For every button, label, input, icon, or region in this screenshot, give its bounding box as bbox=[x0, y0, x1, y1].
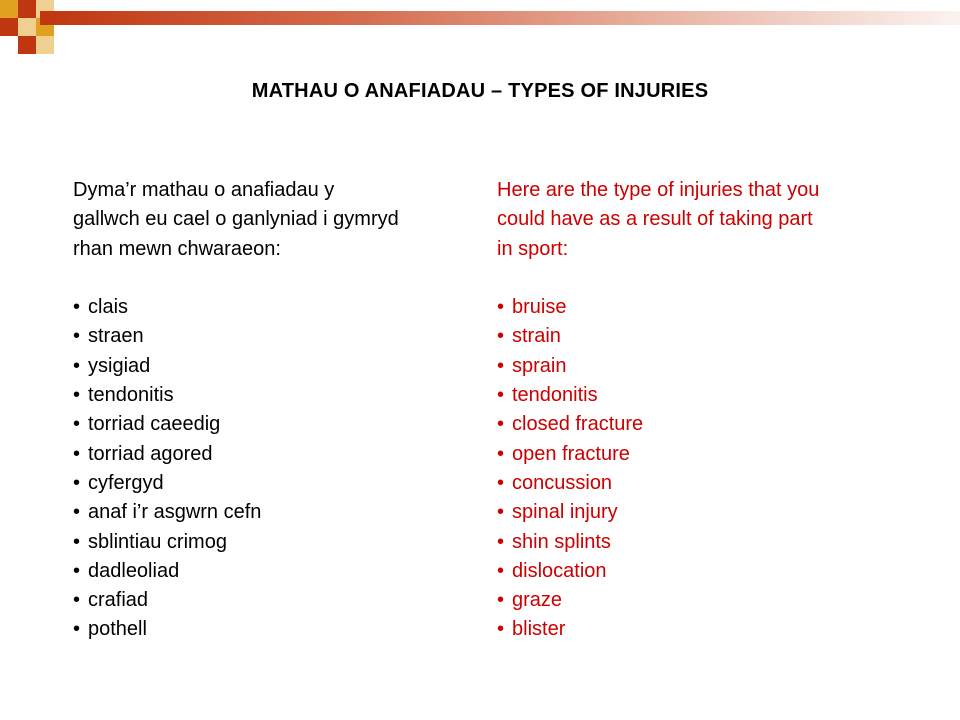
bullet-icon: • bbox=[497, 296, 505, 319]
bullet-icon: • bbox=[497, 442, 505, 465]
welsh-intro-line: rhan mewn chwaraeon: bbox=[73, 237, 281, 260]
list-item-label: strain bbox=[512, 325, 561, 348]
list-item-label: tendonitis bbox=[88, 384, 174, 407]
list-item bbox=[73, 586, 473, 615]
welsh-intro-line: gallwch eu cael o ganlyniad i gymryd bbox=[73, 208, 399, 231]
bullet-icon: • bbox=[497, 530, 505, 553]
decor-square bbox=[36, 36, 54, 54]
list-item bbox=[497, 469, 897, 498]
decor-square bbox=[18, 36, 36, 54]
list-item bbox=[73, 498, 473, 527]
list-item-label: straen bbox=[88, 325, 144, 348]
bullet-icon: • bbox=[497, 559, 505, 582]
list-item-label: shin splints bbox=[512, 530, 611, 553]
bullet-icon: • bbox=[497, 589, 505, 612]
list-item-label: bruise bbox=[512, 296, 567, 319]
english-intro bbox=[497, 176, 897, 264]
list-item bbox=[73, 615, 473, 644]
list-item-label: spinal injury bbox=[512, 501, 618, 524]
list-item bbox=[497, 498, 897, 527]
decor-square bbox=[0, 0, 18, 18]
list-item-label: torriad caeedig bbox=[88, 413, 221, 436]
welsh-intro-line: Dyma’r mathau o anafiadau y bbox=[73, 179, 335, 201]
list-item-label: cyfergyd bbox=[88, 471, 164, 494]
bullet-icon: • bbox=[497, 384, 505, 407]
bullet-icon: • bbox=[497, 618, 505, 641]
list-item-label: dadleoliad bbox=[88, 559, 180, 582]
bullet-icon: • bbox=[497, 471, 505, 494]
list-item-label: pothell bbox=[88, 618, 147, 641]
english-intro-line: in sport: bbox=[497, 237, 569, 260]
header-gradient-bar bbox=[40, 11, 960, 25]
bullet-icon: • bbox=[73, 325, 81, 348]
list-item-label: clais bbox=[88, 296, 129, 319]
list-item bbox=[73, 293, 473, 322]
list-item bbox=[73, 381, 473, 410]
bullet-icon: • bbox=[73, 530, 81, 553]
list-item-label: open fracture bbox=[512, 442, 630, 465]
list-item-label: sprain bbox=[512, 354, 567, 377]
bullet-icon: • bbox=[73, 618, 81, 641]
list-item-label: closed fracture bbox=[512, 413, 644, 436]
bullet-icon: • bbox=[497, 354, 505, 377]
bullet-icon: • bbox=[497, 413, 505, 436]
list-item-label: graze bbox=[512, 589, 563, 612]
bullet-icon: • bbox=[73, 413, 81, 436]
list-item-label: torriad agored bbox=[88, 442, 213, 465]
list-item bbox=[73, 469, 473, 498]
bullet-icon: • bbox=[73, 296, 81, 319]
list-item bbox=[497, 322, 897, 351]
list-item bbox=[73, 557, 473, 586]
english-intro-line: could have as a result of taking part bbox=[497, 208, 813, 231]
header-decoration bbox=[0, 0, 960, 60]
list-item bbox=[497, 410, 897, 439]
decor-square bbox=[18, 0, 36, 18]
list-item bbox=[497, 528, 897, 557]
list-item-label: crafiad bbox=[88, 589, 149, 612]
list-item bbox=[497, 586, 897, 615]
list-item bbox=[73, 322, 473, 351]
welsh-injury-list bbox=[73, 293, 473, 645]
list-item bbox=[497, 352, 897, 381]
list-item bbox=[497, 440, 897, 469]
bullet-icon: • bbox=[73, 589, 81, 612]
list-item bbox=[497, 381, 897, 410]
bullet-icon: • bbox=[73, 384, 81, 407]
bullet-icon: • bbox=[73, 559, 81, 582]
list-item-label: concussion bbox=[512, 471, 613, 494]
list-item bbox=[497, 557, 897, 586]
bullet-icon: • bbox=[497, 501, 505, 524]
list-item-label: tendonitis bbox=[512, 384, 598, 407]
bullet-icon: • bbox=[73, 354, 81, 377]
english-injury-list bbox=[497, 293, 897, 645]
list-item-label: anaf i’r asgwrn cefn bbox=[88, 501, 262, 524]
list-item bbox=[497, 615, 897, 644]
bullet-icon: • bbox=[73, 471, 81, 494]
list-item bbox=[73, 352, 473, 381]
english-column bbox=[497, 176, 897, 645]
welsh-intro bbox=[73, 176, 473, 264]
welsh-column bbox=[73, 176, 473, 645]
list-item-label: sblintiau crimog bbox=[88, 530, 227, 553]
page-title: MATHAU O ANAFIADAU – TYPES OF INJURIES bbox=[251, 80, 709, 102]
list-item-label: blister bbox=[512, 618, 566, 641]
english-intro-line: Here are the type of injuries that you bbox=[497, 179, 820, 201]
bullet-icon: • bbox=[73, 501, 81, 524]
bullet-icon: • bbox=[73, 442, 81, 465]
list-item bbox=[497, 293, 897, 322]
list-item bbox=[73, 528, 473, 557]
list-item bbox=[73, 440, 473, 469]
list-item bbox=[73, 410, 473, 439]
bullet-icon: • bbox=[497, 325, 505, 348]
list-item-label: dislocation bbox=[512, 559, 607, 582]
decor-square bbox=[18, 18, 36, 36]
decor-square bbox=[0, 18, 18, 36]
list-item-label: ysigiad bbox=[88, 354, 151, 377]
